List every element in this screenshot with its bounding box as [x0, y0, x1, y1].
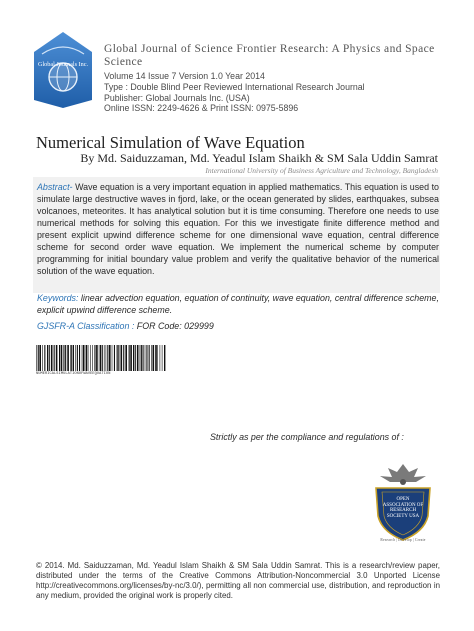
author-affiliation: International University of Business Agriculture and Technology, Bangladesh: [205, 166, 438, 175]
barcode-bar: [54, 345, 55, 371]
barcode-bar: [125, 345, 127, 371]
journal-volume: Volume 14 Issue 7 Version 1.0 Year 2014: [104, 71, 265, 81]
keywords-text: linear advection equation, equation of continuity, wave equation, central difference scheme, explicit upwind difference scheme.: [37, 293, 439, 315]
barcode-bar: [121, 345, 123, 371]
barcode-bar: [123, 345, 124, 371]
global-journals-logo: [30, 30, 96, 110]
barcode-bar: [49, 345, 50, 371]
barcode-bar: [135, 345, 136, 371]
barcode-bar: [61, 345, 63, 371]
barcode-bar: [86, 345, 88, 371]
barcode-bar: [94, 345, 95, 371]
barcode-bar: [118, 345, 119, 371]
barcode-bar: [92, 345, 93, 371]
barcode-bar: [164, 345, 165, 371]
paper-authors: By Md. Saiduzzaman, Md. Yeadul Islam Shaikh & SM Sala Uddin Samrat: [80, 151, 438, 165]
barcode-bar: [149, 345, 150, 371]
barcode-bar: [140, 345, 141, 371]
barcode-bar: [82, 345, 83, 371]
abstract-text: Wave equation is a very important equation in applied mathematics. This equation is used to simulate large destructive waves in fjord, lake, or the ocean generated by slides, earthquakes, subsea volcanoes, meteorites. It has analytical solution but it is time consuming. Therefore one needs to use numerical methods for solving this equation. For this we investigate finite difference method and present explicit upwind difference scheme for one dimensional wave equation, central difference scheme for second order wave equation. We implement the numerical scheme by computer programming for initial boundary value problem and verify the qualitative behavior of the numerical solution of the wave equation.: [37, 182, 439, 276]
barcode-bar: [109, 345, 111, 371]
barcode-bar: [51, 345, 53, 371]
barcode: [36, 345, 166, 371]
classification-label: GJSFR-A Classification :: [37, 321, 135, 331]
keywords-label: Keywords:: [37, 293, 79, 303]
barcode-bar: [114, 345, 115, 371]
journal-publisher: Publisher: Global Journals Inc. (USA): [104, 92, 250, 103]
barcode-bar: [162, 345, 163, 371]
barcode-bar: [160, 345, 161, 371]
barcode-bar: [130, 345, 132, 371]
classification: [37, 321, 214, 331]
keywords: [37, 292, 439, 316]
barcode-bar: [146, 345, 147, 371]
abstract: [37, 181, 439, 277]
barcode-bar: [143, 345, 144, 371]
barcode-bar: [38, 345, 39, 371]
journal-header: [104, 43, 454, 114]
barcode-bar: [106, 345, 107, 371]
barcode-bar: [104, 345, 105, 371]
barcode-bar: [65, 345, 66, 371]
logo-text: Global Journals Inc.: [37, 61, 89, 68]
barcode-bar: [145, 345, 146, 371]
compliance-text: Strictly as per the compliance and regulations of :: [210, 432, 404, 442]
barcode-bar: [67, 345, 69, 371]
barcode-bar: [102, 345, 103, 371]
abstract-label: Abstract-: [37, 182, 73, 192]
oars-seal: [368, 462, 438, 544]
barcode-bar: [137, 345, 139, 371]
seal-caption: Research | Develop | Create: [380, 538, 426, 542]
license-footer: © 2014. Md. Saiduzzaman, Md. Yeadul Islam Shaikh & SM Sala Uddin Samrat. This is a research/review paper, distributed under the terms of the Creative Commons Attribution-Noncommercial 3.0 Unported License http://creativecommons.org/licenses/by-nc/3.0/), permitting all non commercial use, distribution, and reproduction in any medium, provided the original work is properly cited.: [36, 561, 440, 600]
barcode-bar: [153, 345, 155, 371]
barcode-bar: [71, 345, 72, 371]
barcode-bar: [70, 345, 71, 371]
barcode-bar: [39, 345, 41, 371]
barcode-bar: [155, 345, 157, 371]
barcode-bar: [88, 345, 89, 371]
barcode-bar: [151, 345, 152, 371]
barcode-bar: [73, 345, 74, 371]
barcode-bar: [100, 345, 101, 371]
journal-type: Type : Double Blind Peer Reviewed International Research Journal: [104, 81, 365, 92]
barcode-bar: [133, 345, 134, 371]
barcode-bar: [75, 345, 76, 371]
barcode-bar: [44, 345, 45, 371]
barcode-bar: [63, 345, 64, 371]
barcode-bar: [96, 345, 98, 371]
barcode-bar: [77, 345, 78, 371]
barcode-bar: [36, 345, 37, 371]
barcode-bar: [117, 345, 118, 371]
barcode-text: NUMERICALSIMULATIONOFWAVEEQUATION: [36, 372, 111, 376]
barcode-bar: [42, 345, 43, 371]
barcode-bar: [83, 345, 85, 371]
barcode-bar: [141, 345, 142, 371]
barcode-bar: [59, 345, 60, 371]
barcode-bar: [99, 345, 100, 371]
seal-text: OPEN ASSOCIATION OF RESEARCH SOCIETY USA: [382, 497, 424, 519]
barcode-bar: [56, 345, 58, 371]
barcode-bar: [79, 345, 80, 371]
paper-title: Numerical Simulation of Wave Equation: [36, 133, 305, 152]
barcode-bar: [47, 345, 48, 371]
barcode-bar: [90, 345, 91, 371]
barcode-bar: [107, 345, 108, 371]
journal-issn: Online ISSN: 2249-4626 & Print ISSN: 0975-5896: [104, 103, 299, 114]
barcode-bar: [112, 345, 113, 371]
barcode-bar: [129, 345, 130, 371]
barcode-bar: [157, 345, 158, 371]
journal-title: Global Journal of Science Frontier Research: A Physics and Space Science: [104, 43, 435, 68]
classification-text: FOR Code: 029999: [134, 321, 214, 331]
